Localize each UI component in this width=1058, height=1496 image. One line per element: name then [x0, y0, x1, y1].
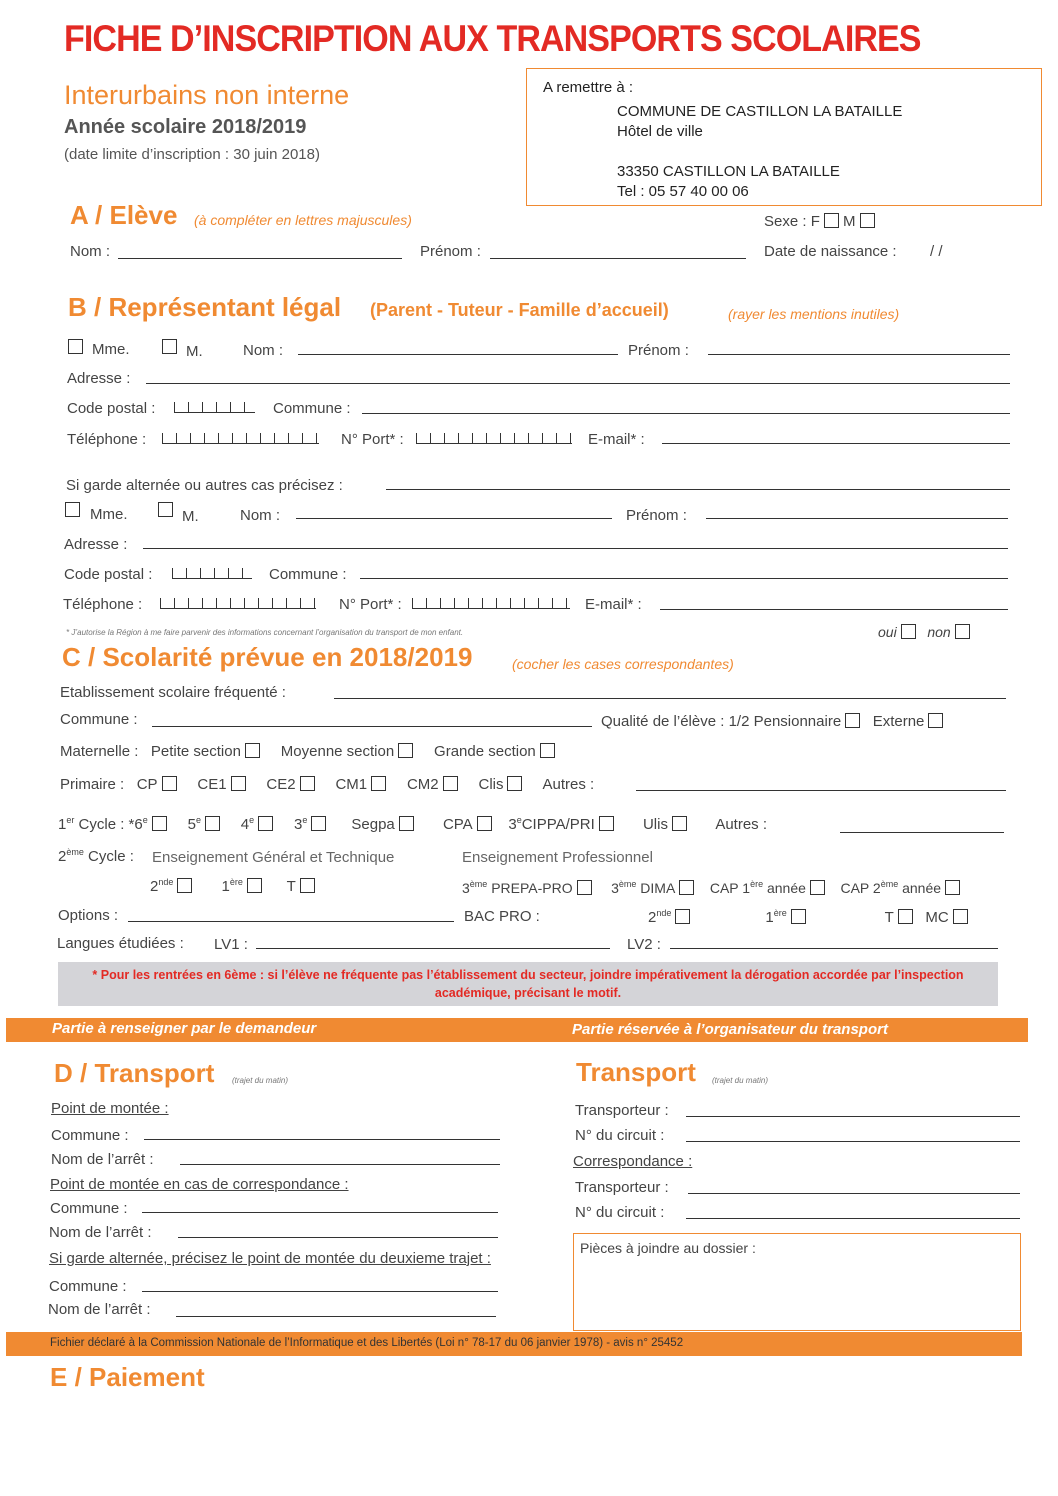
egt-premiere-sup: ère: [229, 877, 243, 887]
eleve-prenom-label: Prénom :: [420, 243, 481, 260]
rep1-port-label: N° Port* :: [341, 431, 404, 448]
cap2-sup: ème: [880, 879, 899, 889]
prepa-sup: ème: [469, 879, 488, 889]
orga-transporteur2-label: Transporteur :: [575, 1179, 669, 1196]
consent-non-label: non: [927, 624, 951, 640]
segpa-label: Segpa: [351, 816, 395, 833]
cycle2-sup: ème: [66, 847, 84, 857]
rep1-nom-label: Nom :: [243, 342, 284, 359]
troisieme-sup: e: [302, 815, 308, 825]
orga-circuit2-label: N° du circuit :: [575, 1204, 665, 1221]
corresp-arret-label: Nom de l’arrêt :: [49, 1224, 152, 1241]
cm2-label: CM2: [406, 776, 439, 793]
cinquieme-checkbox[interactable]: [205, 816, 220, 831]
options-label: Options :: [58, 907, 119, 924]
rep1-mme-label: Mme.: [92, 341, 130, 358]
rep2-nom-label: Nom :: [240, 507, 281, 524]
rep2-m-checkbox[interactable]: [158, 502, 173, 517]
bacpro-terminale-checkbox[interactable]: [898, 909, 913, 924]
pieces-box: [573, 1233, 1021, 1331]
prepa-label: PREPA-PRO: [491, 880, 573, 896]
eleve-prenom-field[interactable]: [490, 258, 746, 259]
qualite-label: Qualité de l’élève :: [601, 713, 725, 730]
sexe-f-checkbox[interactable]: [824, 213, 839, 228]
demi-label: 1/2 Pensionnaire: [728, 713, 842, 730]
lv1-field[interactable]: [256, 948, 610, 949]
warning-box: [58, 962, 998, 1006]
rep2-adresse-label: Adresse :: [64, 536, 128, 553]
sixieme-sup: e: [142, 815, 148, 825]
cycle2-label: Cycle :: [88, 848, 134, 865]
orga-transporteur-field: [686, 1116, 1020, 1117]
sexe-m-checkbox[interactable]: [860, 213, 875, 228]
deadline: (date limite d’inscription : 30 juin 2018): [64, 146, 320, 163]
address-phone: Tel : 05 57 40 00 06: [617, 183, 749, 200]
rep1-email-field[interactable]: [662, 443, 1010, 444]
mc-checkbox[interactable]: [953, 909, 968, 924]
cycle1-label: Cycle :: [78, 816, 125, 833]
rep1-cp-field[interactable]: [174, 402, 255, 413]
externe-checkbox[interactable]: [928, 713, 943, 728]
naissance-label: Date de naissance :: [764, 243, 897, 260]
rep1-nom-field[interactable]: [298, 354, 618, 355]
cycle2-heading: 2ème Cycle :: [58, 847, 134, 865]
grande-label: Grande section: [434, 743, 536, 760]
dima-checkbox[interactable]: [679, 880, 694, 895]
lv2-label: LV2 :: [627, 936, 661, 953]
ce1-label: CE1: [197, 776, 227, 793]
sexe-field: [764, 213, 875, 230]
corresp-commune-field[interactable]: [142, 1212, 498, 1213]
moyenne-label: Moyenne section: [280, 743, 395, 760]
cp-checkbox[interactable]: [162, 776, 177, 791]
address-hotel: Hôtel de ville: [617, 123, 703, 140]
sexe-f-label: F: [810, 213, 820, 230]
cnil-bar: [6, 1332, 1022, 1356]
cap1-label: CAP 1: [709, 880, 751, 896]
eleve-nom-field[interactable]: [118, 258, 402, 259]
primaire-row: [60, 776, 594, 793]
garde-field[interactable]: [386, 489, 1010, 490]
rep2-mme-checkbox[interactable]: [65, 502, 80, 517]
clis-label: Clis: [478, 776, 504, 793]
rep1-port-field[interactable]: [416, 433, 572, 444]
cm2-checkbox[interactable]: [443, 776, 458, 791]
rep2-port-label: N° Port* :: [339, 596, 402, 613]
langues-label: Langues étudiées :: [57, 935, 184, 952]
ulis-checkbox[interactable]: [672, 816, 687, 831]
section-b-parenthesis: (Parent - Tuteur - Famille d’accueil): [370, 300, 669, 320]
externe-label: Externe: [872, 713, 925, 730]
school-year: Année scolaire 2018/2019: [64, 116, 307, 138]
montee-commune-label: Commune :: [51, 1127, 129, 1144]
rep2-cp-field[interactable]: [172, 568, 252, 579]
section-d-hint: (trajet du matin): [232, 1076, 289, 1085]
bacpro-label: BAC PRO :: [464, 908, 540, 925]
bacpro-seconde-sup: nde: [656, 908, 672, 918]
orga-corresp-label: Correspondance :: [573, 1153, 693, 1170]
dima-sup: ème: [618, 879, 637, 889]
petite-checkbox[interactable]: [245, 743, 260, 758]
cinquieme-label: 5: [187, 816, 196, 833]
orga-circuit2-field: [686, 1218, 1020, 1219]
section-c-title: C / Scolarité prévue en 2018/2019: [62, 642, 473, 672]
cap2-label: CAP 2: [840, 880, 881, 896]
etablissement-label: Etablissement scolaire fréquenté :: [60, 684, 286, 701]
section-b-hint: (rayer les mentions inutiles): [728, 306, 900, 322]
demi-checkbox[interactable]: [845, 713, 860, 728]
cnil-text: Fichier déclaré à la Commission Nationale de l’Informatique et des Libertés (Loi n° 78-17 du 06 janvier 1978) - avis n° 25452: [50, 1337, 684, 1349]
cippa-checkbox[interactable]: [599, 816, 614, 831]
garde-commune-field[interactable]: [142, 1291, 498, 1292]
corresp-label: Point de montée en cas de correspondance :: [50, 1176, 349, 1193]
corresp-commune-label: Commune :: [50, 1200, 128, 1217]
form-title: FICHE D’INSCRIPTION AUX TRANSPORTS SCOLAIRES: [64, 18, 921, 59]
rep2-nom-field[interactable]: [296, 518, 612, 519]
rep1-prenom-label: Prénom :: [628, 342, 689, 359]
lv2-field[interactable]: [670, 948, 998, 949]
egt-terminale-label: T: [286, 878, 296, 895]
section-c-hint: (cocher les cases correspondantes): [512, 656, 734, 672]
moyenne-checkbox[interactable]: [398, 743, 413, 758]
consent-options: [878, 624, 970, 640]
rep2-prenom-field[interactable]: [706, 518, 1008, 519]
orga-transporteur2-field: [688, 1193, 1020, 1194]
cippa-label: CIPPA/PRI: [521, 816, 595, 833]
garde-trajet-label: Si garde alternée, précisez le point de montée du deuxieme trajet :: [49, 1250, 491, 1267]
ce2-checkbox[interactable]: [300, 776, 315, 791]
section-a-title: A / Elève: [70, 200, 178, 230]
grande-checkbox[interactable]: [540, 743, 555, 758]
section-a-hint: (à compléter en lettres majuscules): [194, 212, 412, 228]
consent-note: * J’autorise la Région à me faire parvenir des informations concernant l’organisation du transport de mon enfant.: [66, 628, 464, 637]
section-d-title: D / Transport: [54, 1058, 215, 1088]
consent-oui-checkbox[interactable]: [901, 624, 916, 639]
rep2-tel-field[interactable]: [160, 598, 316, 609]
rep1-tel-label: Téléphone :: [67, 431, 147, 448]
garde-arret-label: Nom de l’arrêt :: [48, 1301, 151, 1318]
bacpro-premiere-checkbox[interactable]: [791, 909, 806, 924]
form-subtitle: Interurbains non interne: [64, 80, 350, 110]
primaire-autres-label: Autres :: [542, 776, 595, 793]
orga-circuit-field: [686, 1141, 1020, 1142]
consent-oui-label: oui: [878, 624, 897, 640]
c-commune-field[interactable]: [152, 726, 592, 727]
options-field[interactable]: [128, 921, 454, 922]
bacpro-row: 2nde 1ère T MC: [648, 908, 968, 926]
garde-arret-field[interactable]: [176, 1316, 496, 1317]
troisieme-checkbox[interactable]: [311, 816, 326, 831]
egt-label: Enseignement Général et Technique: [152, 849, 395, 866]
rep2-mme-label: Mme.: [90, 506, 128, 523]
rep1-m-label: M.: [186, 343, 203, 360]
bacpro-premiere-sup: ère: [773, 908, 787, 918]
ce2-label: CE2: [266, 776, 296, 793]
cm1-checkbox[interactable]: [371, 776, 386, 791]
maternelle-label: Maternelle :: [60, 743, 139, 760]
montee-arret-field[interactable]: [180, 1164, 500, 1165]
prepa-checkbox[interactable]: [577, 880, 592, 895]
address-box: [526, 68, 1042, 206]
cap1-annee: année: [766, 880, 806, 896]
egt-terminale-checkbox[interactable]: [300, 878, 315, 893]
rep1-email-label: E-mail* :: [588, 431, 645, 448]
eleve-nom-label: Nom :: [70, 243, 111, 260]
cm1-label: CM1: [335, 776, 368, 793]
rep1-m-checkbox[interactable]: [162, 339, 177, 354]
parts-bar: [6, 1018, 1028, 1042]
cpa-label: CPA: [442, 816, 473, 833]
cap2-annee: année: [902, 880, 942, 896]
cpa-checkbox[interactable]: [477, 816, 492, 831]
bacpro-terminale-label: T: [884, 909, 894, 926]
rep1-cp-label: Code postal :: [67, 400, 156, 417]
orga-circuit-label: N° du circuit :: [575, 1127, 665, 1144]
montee-arret-label: Nom de l’arrêt :: [51, 1151, 154, 1168]
part-demandeur-label: Partie à renseigner par le demandeur: [52, 1020, 317, 1037]
quatrieme-label: 4: [240, 816, 250, 833]
rep1-tel-field[interactable]: [162, 433, 319, 444]
montee-label: Point de montée :: [51, 1100, 169, 1117]
qualite-row: [601, 713, 943, 730]
cycle1-sup: er: [66, 815, 75, 825]
cycle1-row: 1er Cycle : *6e 5e 4e 3e Segpa CPA 3eCIPPA/PRI Ulis Autres :: [58, 815, 768, 833]
naissance-field[interactable]: / /: [930, 243, 943, 260]
rep2-commune-field[interactable]: [360, 578, 1008, 579]
egt-seconde-checkbox[interactable]: [177, 878, 192, 893]
egt-premiere-checkbox[interactable]: [247, 878, 262, 893]
rep2-email-label: E-mail* :: [585, 596, 642, 613]
orga-hint: (trajet du matin): [712, 1076, 769, 1085]
rep2-email-field[interactable]: [660, 609, 1008, 610]
dima-label: DIMA: [640, 880, 676, 896]
warning-text: * Pour les rentrées en 6ème : si l’élève ne fréquente pas l’établissement du secteur, joindre impérativement la dérogation accordée par l’inspection académique, précisant le motif.: [92, 968, 964, 1000]
cycle1-autres-field[interactable]: [840, 832, 1004, 833]
etablissement-field[interactable]: [334, 698, 1006, 699]
quatrieme-checkbox[interactable]: [258, 816, 273, 831]
segpa-checkbox[interactable]: [399, 816, 414, 831]
cap1-checkbox[interactable]: [810, 880, 825, 895]
petite-label: Petite section: [150, 743, 241, 760]
bacpro-seconde-checkbox[interactable]: [675, 909, 690, 924]
orga-title: Transport: [576, 1057, 696, 1087]
sixieme-checkbox[interactable]: [152, 816, 167, 831]
quatrieme-sup: e: [249, 815, 255, 825]
rep1-adresse-field[interactable]: [146, 383, 1010, 384]
rep2-adresse-field[interactable]: [143, 548, 1008, 549]
rep2-prenom-label: Prénom :: [626, 507, 687, 524]
cp-label: CP: [136, 776, 158, 793]
ep-label: Enseignement Professionnel: [462, 849, 653, 866]
part-organisateur-label: Partie réservée à l’organisateur du transport: [572, 1021, 888, 1038]
mc-label: MC: [925, 909, 949, 926]
c-commune-label: Commune :: [60, 711, 138, 728]
sixieme-label: *6: [128, 816, 143, 833]
address-city: 33350 CASTILLON LA BATAILLE: [617, 163, 840, 180]
address-commune: COMMUNE DE CASTILLON LA BATAILLE: [617, 103, 903, 120]
rep2-tel-label: Téléphone :: [63, 596, 143, 613]
orga-transporteur-label: Transporteur :: [575, 1102, 669, 1119]
garde-label: Si garde alternée ou autres cas précisez :: [66, 477, 343, 494]
consent-non-checkbox[interactable]: [955, 624, 970, 639]
ep-classes-row: 3ème PREPA-PRO 3ème DIMA CAP 1ère année CAP 2ème année: [462, 879, 960, 896]
cap1-sup: ère: [750, 879, 764, 889]
rep1-commune-label: Commune :: [273, 400, 351, 417]
cap2-checkbox[interactable]: [945, 880, 960, 895]
egt-seconde-sup: nde: [158, 877, 174, 887]
rep1-mme-checkbox[interactable]: [68, 339, 83, 354]
garde-commune-label: Commune :: [49, 1278, 127, 1295]
maternelle-row: [60, 743, 555, 760]
cippa-sup: e: [516, 815, 522, 825]
section-e-title: E / Paiement: [50, 1362, 205, 1392]
rep1-prenom-field[interactable]: [708, 354, 1010, 355]
address-intro: A remettre à :: [543, 79, 634, 96]
cycle1-autres-label: Autres :: [715, 816, 768, 833]
rep2-cp-label: Code postal :: [64, 566, 153, 583]
troisieme-label: 3: [294, 816, 303, 833]
pieces-label: Pièces à joindre au dossier :: [580, 1240, 756, 1256]
clis-checkbox[interactable]: [507, 776, 522, 791]
cinquieme-sup: e: [195, 815, 201, 825]
rep2-commune-label: Commune :: [269, 566, 347, 583]
rep2-m-label: M.: [182, 508, 199, 525]
montee-commune-field[interactable]: [144, 1139, 500, 1140]
section-b-title: B / Représentant légal: [68, 292, 342, 322]
lv1-label: LV1 :: [214, 936, 248, 953]
corresp-arret-field[interactable]: [178, 1237, 498, 1238]
rep1-commune-field[interactable]: [362, 413, 1010, 414]
rep1-adresse-label: Adresse :: [67, 370, 131, 387]
rep2-port-field[interactable]: [412, 598, 570, 609]
primaire-label: Primaire :: [60, 776, 125, 793]
egt-classes-row: 2nde 1ère T: [150, 877, 315, 895]
ce1-checkbox[interactable]: [231, 776, 246, 791]
primaire-autres-field[interactable]: [636, 790, 1006, 791]
sexe-m-label: M: [843, 213, 856, 230]
sexe-label: Sexe :: [764, 213, 807, 230]
ulis-label: Ulis: [642, 816, 668, 833]
